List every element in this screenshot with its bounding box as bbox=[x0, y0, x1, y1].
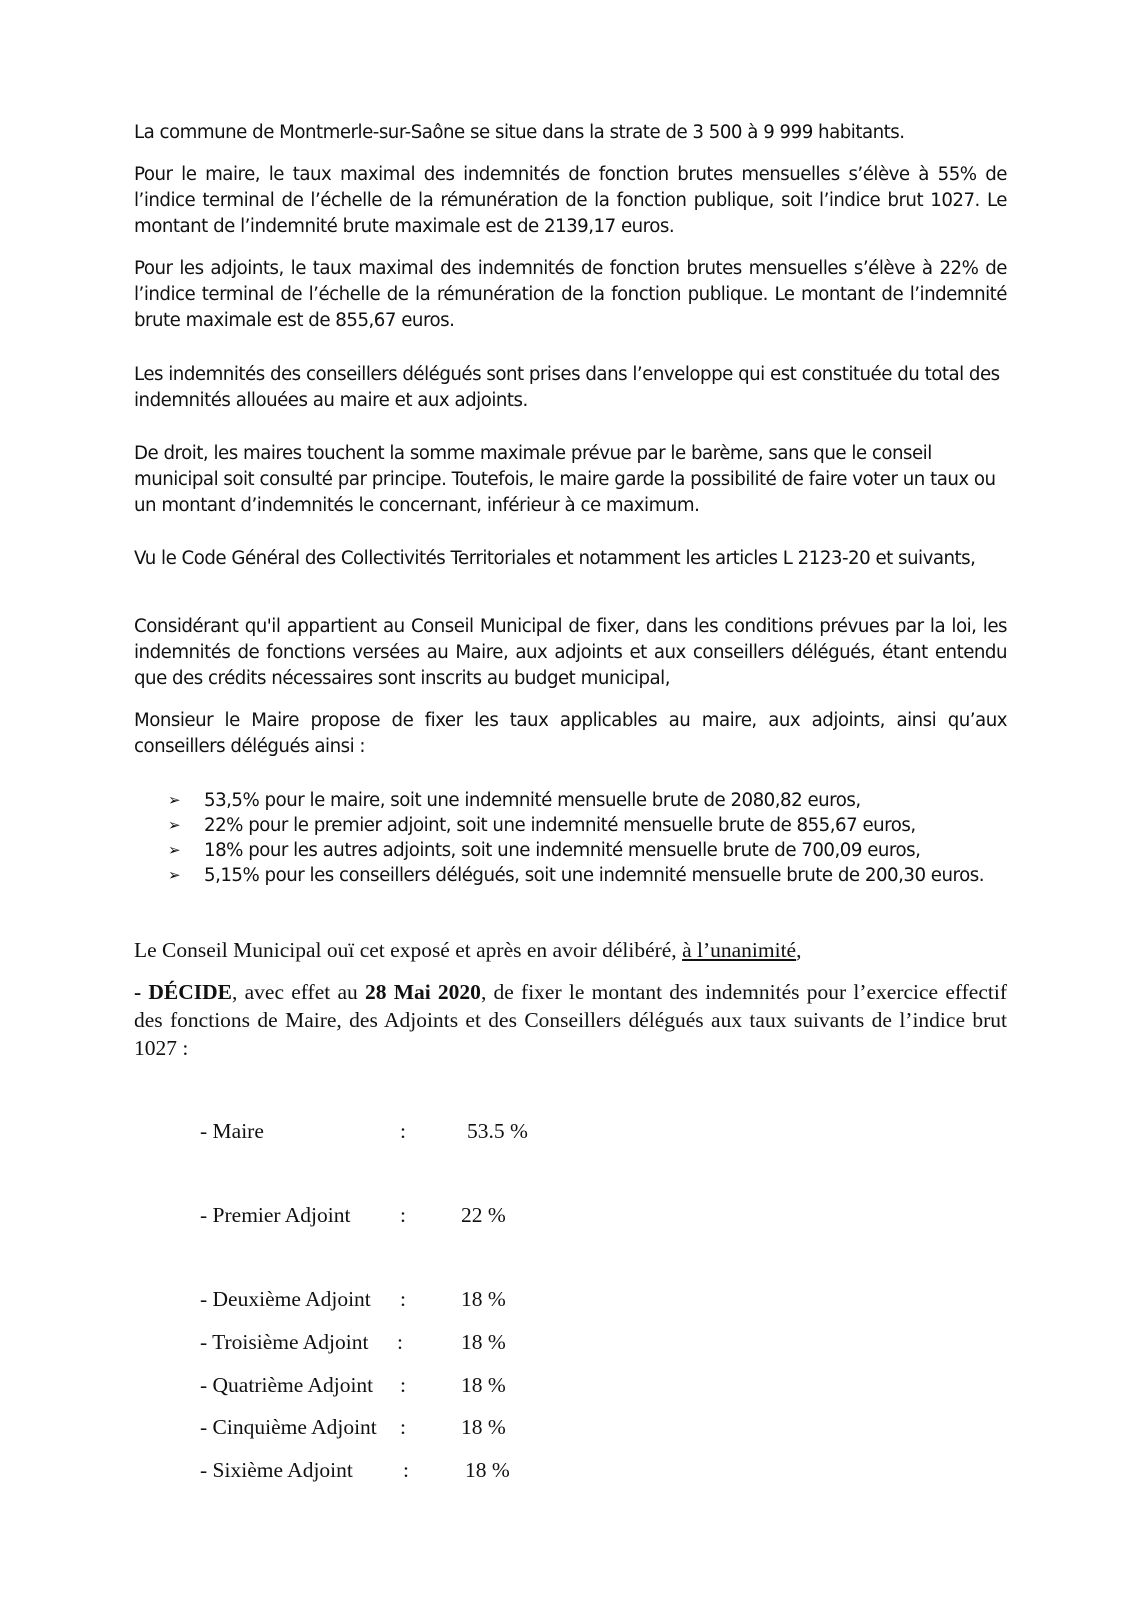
maire-max-paragraph: Pour le maire, le taux maximal des indemnités de fonction brutes mensuelles s’élève à 55% de l’indice terminal de l’échelle de la rémunération de la fonction publique, soit l’indice brut 1027. Le montant de l’indemnité brute maximale est de 2139,17 euros. bbox=[134, 164, 1007, 237]
rate-value: 18 % bbox=[461, 1415, 506, 1439]
rate-value: 18 % bbox=[461, 1373, 506, 1397]
considerant-paragraph: Considérant qu'il appartient au Conseil Municipal de fixer, dans les conditions prévues par la loi, les indemnités de fonctions versées au Maire, aux adjoints et aux conseillers délégués, étant entendu que des crédits nécessaires sont inscrits au budget municipal, bbox=[134, 616, 1007, 689]
conseil-paragraph bbox=[134, 936, 1007, 964]
rate-value: 22 % bbox=[461, 1203, 506, 1227]
conseillers-paragraph: Les indemnités des conseillers délégués sont prises dans l’enveloppe qui est constituée du total des indemnités allouées au maire et aux adjoints. bbox=[134, 364, 1000, 411]
arrowhead-bullet-icon: ➢ bbox=[168, 866, 181, 884]
rate-value: 18 % bbox=[465, 1458, 510, 1482]
bullet-text: 5,15% pour les conseillers délégués, soit une indemnité mensuelle brute de 200,30 euros. bbox=[204, 865, 984, 886]
conseil-suffix: , bbox=[796, 938, 802, 962]
decide-dash: - bbox=[134, 980, 149, 1004]
rate-label: - Cinquième Adjoint bbox=[200, 1415, 377, 1439]
rate-colon: : bbox=[400, 1203, 406, 1227]
rate-colon: : bbox=[400, 1373, 406, 1397]
proposed-rates-list bbox=[168, 788, 1008, 888]
list-item bbox=[168, 838, 1008, 863]
arrowhead-bullet-icon: ➢ bbox=[168, 841, 181, 859]
bullet-text: 18% pour les autres adjoints, soit une indemnité mensuelle brute de 700,09 euros, bbox=[204, 840, 921, 861]
bullet-text: 53,5% pour le maire, soit une indemnité mensuelle brute de 2080,82 euros, bbox=[204, 790, 861, 811]
propose-paragraph: Monsieur le Maire propose de fixer les taux applicables au maire, aux adjoints, ainsi qu’aux conseillers délégués ainsi : bbox=[134, 710, 1007, 757]
vu-paragraph: Vu le Code Général des Collectivités Territoriales et notamment les articles L 2123-20 et suivants, bbox=[134, 548, 976, 569]
rate-label: - Troisième Adjoint bbox=[200, 1330, 369, 1354]
arrowhead-bullet-icon: ➢ bbox=[168, 791, 181, 809]
rate-label: - Sixième Adjoint bbox=[200, 1458, 353, 1482]
rate-label: - Deuxième Adjoint bbox=[200, 1287, 371, 1311]
decide-keyword: DÉCIDE bbox=[148, 980, 233, 1004]
arrowhead-bullet-icon: ➢ bbox=[168, 816, 181, 834]
unanimite-text: à l’unanimité bbox=[682, 938, 797, 962]
intro-paragraph: La commune de Montmerle-sur-Saône se situe dans la strate de 3 500 à 9 999 habitants. bbox=[134, 122, 905, 143]
rate-colon: : bbox=[400, 1119, 406, 1143]
effective-date: 28 Mai 2020 bbox=[364, 980, 481, 1004]
rate-colon: : bbox=[400, 1415, 406, 1439]
list-item bbox=[168, 863, 1008, 888]
list-item bbox=[168, 813, 1008, 838]
rate-label: - Maire bbox=[200, 1119, 264, 1143]
rate-colon: : bbox=[397, 1330, 403, 1354]
conseil-text: Le Conseil Municipal ouï cet exposé et après en avoir délibéré, bbox=[134, 938, 683, 962]
rate-value: 53.5 % bbox=[467, 1119, 528, 1143]
rate-colon: : bbox=[400, 1287, 406, 1311]
decide-rest-text: , de fixer le montant des indemnités pour l’exercice effectif des fonctions de Maire, des Adjoints et des Conseillers délégués aux taux suivants de l’indice brut 1027 : bbox=[134, 980, 1007, 1060]
adjoints-max-paragraph: Pour les adjoints, le taux maximal des indemnités de fonction brutes mensuelles s’élève à 22% de l’indice terminal de l’échelle de la rémunération de la fonction publique. Le montant de l’indemnité brute maximale est de 855,67 euros. bbox=[134, 258, 1007, 331]
decide-text: , avec effet au bbox=[232, 980, 365, 1004]
rate-colon: : bbox=[403, 1458, 409, 1482]
list-item bbox=[168, 788, 1008, 813]
rate-label: - Quatrième Adjoint bbox=[200, 1373, 374, 1397]
rate-label: - Premier Adjoint bbox=[200, 1203, 351, 1227]
bullet-text: 22% pour le premier adjoint, soit une indemnité mensuelle brute de 855,67 euros, bbox=[204, 815, 916, 836]
rate-value: 18 % bbox=[461, 1287, 506, 1311]
droit-paragraph: De droit, les maires touchent la somme maximale prévue par le barème, sans que le conseil municipal soit consulté par principe. Toutefois, le maire garde la possibilité de faire voter un taux ou un montant d’indemnités le concernant, inférieur à ce maximum. bbox=[134, 443, 996, 516]
decide-paragraph bbox=[134, 978, 1007, 1062]
rate-value: 18 % bbox=[461, 1330, 506, 1354]
